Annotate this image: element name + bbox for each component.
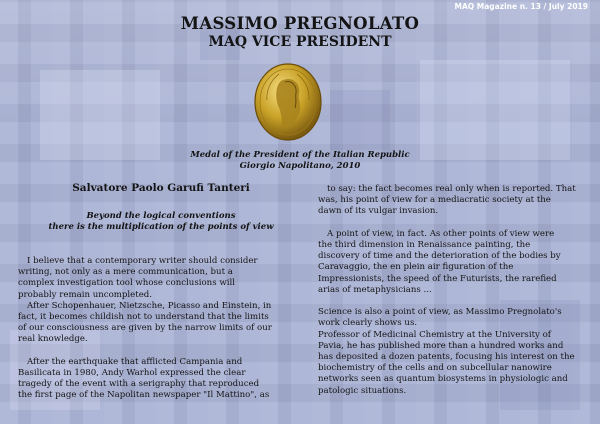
body-line: Pavia, he has published more than a hundred works and bbox=[318, 340, 564, 351]
article-author: Salvatore Paolo Garufi Tanteri bbox=[72, 182, 250, 194]
body-line: has deposited a dozen patents, focusing his interest on the bbox=[318, 352, 575, 363]
body-line: the first page of the Napolitan newspaper "Il Mattino", as bbox=[18, 390, 270, 401]
magazine-issue-info: MAQ Magazine n. 13 / July 2019 bbox=[454, 2, 588, 11]
body-line: fact, it becomes childish not to understand that the limits bbox=[18, 312, 269, 323]
article-left-column bbox=[18, 256, 298, 402]
body-line: dawn of its vulgar invasion. bbox=[318, 206, 439, 217]
body-line: probably remain uncompleted. bbox=[18, 289, 153, 300]
body-line: writing, not only as a mere communication, but a bbox=[18, 267, 233, 278]
presidential-medal-image bbox=[253, 60, 323, 142]
body-line: Basilicata in 1980, Andy Warhol expressed the clear bbox=[18, 368, 246, 379]
body-line: was, his point of view for a mediacratic society at the bbox=[318, 195, 551, 206]
article-subtitle bbox=[26, 211, 296, 233]
body-line: tragedy of the event with a serigraphy that reproduced bbox=[18, 379, 260, 390]
body-line: biochemistry of the cells and on subcellular nanowire bbox=[318, 363, 552, 374]
article-subtitle-line1: Beyond the logical conventions bbox=[86, 211, 236, 221]
article-right-column bbox=[318, 184, 592, 397]
body-line: Impressionists, the speed of the Futurists, the rarefied bbox=[318, 273, 557, 284]
body-line: Caravaggio, the en plein air figuration of the bbox=[318, 262, 514, 273]
body-line: real knowledge. bbox=[18, 334, 88, 345]
page-title: MASSIMO PREGNOLATO bbox=[180, 14, 420, 33]
medal-caption-line2: Giorgio Napolitano, 2010 bbox=[239, 161, 361, 171]
body-line: of our consciousness are given by the narrow limits of our bbox=[18, 323, 272, 334]
article-subtitle-line2: there is the multiplication of the points of view bbox=[48, 222, 274, 232]
body-line: networks seen as quantum biosystems in physiologic and bbox=[318, 374, 568, 385]
body-line: arias of metaphysicians ... bbox=[318, 284, 432, 295]
body-line: work clearly shows us. bbox=[318, 318, 418, 329]
body-line: Science is also a point of view, as Massimo Pregnolato's bbox=[318, 307, 562, 318]
body-line: the third dimension in Renaissance painting, the bbox=[318, 240, 531, 250]
body-line: Professor of Medicinal Chemistry at the University of bbox=[318, 329, 551, 340]
body-line: After the earthquake that afflicted Campania and bbox=[27, 356, 243, 367]
medal-caption-line1: Medal of the President of the Italian Republic bbox=[190, 150, 410, 160]
body-line: to say: the fact becomes real only when is reported. That bbox=[327, 184, 576, 194]
body-line: After Schopenhauer, Nietzsche, Picasso and Einstein, in bbox=[27, 300, 272, 311]
medal-caption bbox=[150, 150, 450, 172]
body-line: complex investigation tool whose conclusions will bbox=[18, 278, 235, 289]
body-line: I believe that a contemporary writer should consider bbox=[27, 256, 258, 266]
body-line: patologic situations. bbox=[318, 385, 407, 396]
body-line: discovery of time and the deterioration of the bodies by bbox=[318, 251, 561, 262]
body-line: A point of view, in fact. As other points of view were bbox=[327, 228, 555, 239]
page-subtitle-role: MAQ VICE PRESIDENT bbox=[208, 34, 392, 50]
